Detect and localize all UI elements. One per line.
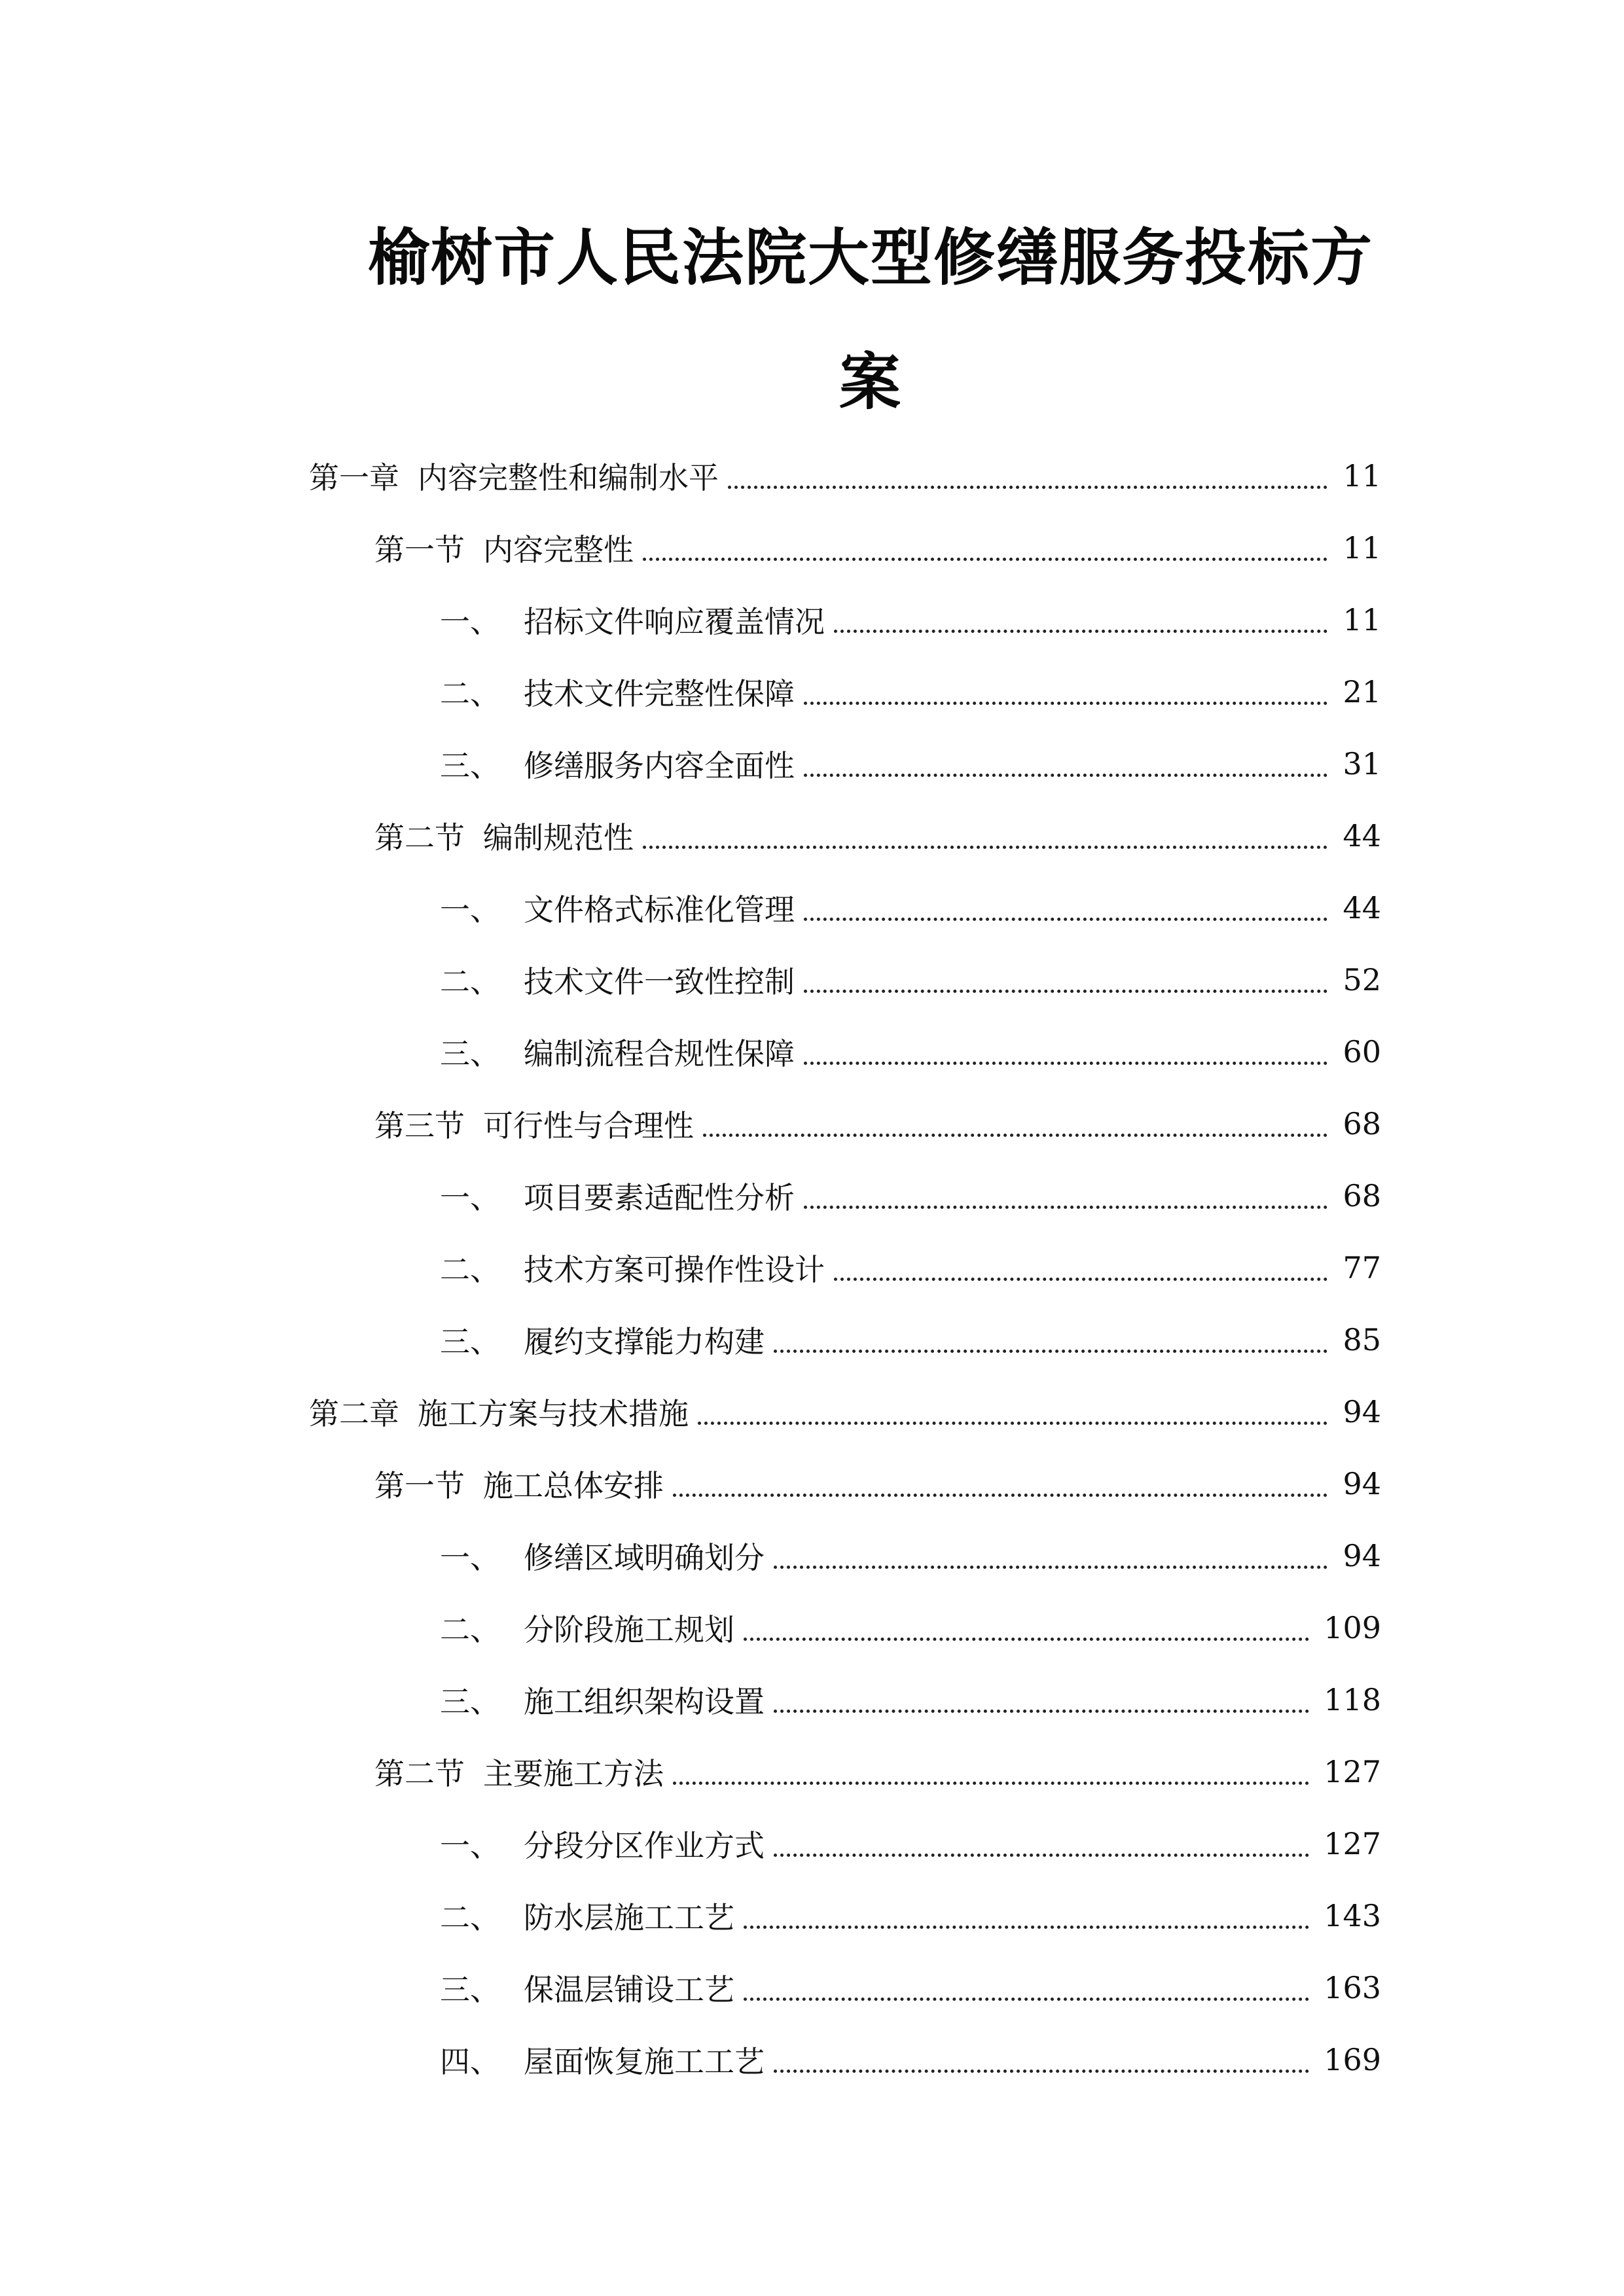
toc-chapter-entry[interactable]: [309, 440, 1381, 512]
toc-entry-label: [440, 1678, 765, 1721]
toc-entry-label: [440, 1030, 795, 1073]
toc-entry-label: [440, 1174, 795, 1217]
toc-entry-number: 二、: [440, 1900, 500, 1935]
toc-entry-label: [374, 1462, 664, 1505]
toc-dot-leader: [774, 1679, 1309, 1713]
toc-page-number: 77: [1343, 1250, 1381, 1285]
toc-dot-leader: [774, 1823, 1309, 1857]
toc-entry-number: 第二节: [374, 820, 465, 855]
toc-entry-label: [374, 1102, 694, 1145]
toc-entry-number: 第一节: [374, 1468, 465, 1503]
toc-entry-label: [440, 2038, 765, 2081]
toc-page-number: 68: [1343, 1178, 1381, 1213]
toc-entry-title: 内容完整性: [483, 532, 634, 567]
toc-subsection-entry[interactable]: [309, 2024, 1381, 2096]
toc-dot-leader: [774, 1535, 1327, 1569]
toc-entry-title: 技术方案可操作性设计: [524, 1252, 825, 1287]
toc-entry-number: 三、: [440, 1036, 500, 1071]
toc-entry-title: 防水层施工工艺: [524, 1900, 734, 1935]
toc-dot-leader: [804, 888, 1327, 921]
toc-subsection-entry[interactable]: [309, 728, 1381, 800]
toc-page-number: 94: [1343, 1394, 1381, 1429]
toc-dot-leader: [744, 1967, 1309, 2001]
toc-entry-title: 招标文件响应覆盖情况: [524, 604, 825, 639]
toc-page-number: 109: [1324, 1610, 1381, 1645]
toc-subsection-entry[interactable]: [309, 1664, 1381, 1736]
toc-subsection-entry[interactable]: [309, 1520, 1381, 1592]
toc-dot-leader: [673, 1751, 1309, 1785]
toc-entry-number: 二、: [440, 964, 500, 999]
toc-entry-number: 二、: [440, 676, 500, 711]
toc-subsection-entry[interactable]: [309, 1952, 1381, 2024]
toc-entry-number: 一、: [440, 1180, 500, 1215]
toc-entry-label: [440, 1318, 765, 1361]
toc-page-number: 52: [1343, 962, 1381, 997]
toc-section-entry[interactable]: [309, 1736, 1381, 1808]
toc-entry-title: 分段分区作业方式: [524, 1828, 765, 1863]
toc-entry-number: 第二节: [374, 1756, 465, 1791]
toc-entry-label: [440, 1822, 765, 1865]
toc-page-number: 44: [1343, 818, 1381, 853]
toc-entry-title: 修缮区域明确划分: [524, 1540, 765, 1575]
toc-entry-number: 二、: [440, 1612, 500, 1647]
toc-page-number: 143: [1324, 1898, 1381, 1933]
toc-entry-number: 二、: [440, 1252, 500, 1287]
toc-entry-title: 内容完整性和编制水平: [418, 460, 719, 495]
toc-chapter-entry[interactable]: [309, 1376, 1381, 1448]
toc-entry-number: 四、: [440, 2044, 500, 2079]
toc-subsection-entry[interactable]: [309, 1016, 1381, 1088]
toc-page-number: 118: [1324, 1682, 1381, 1717]
toc-entry-title: 可行性与合理性: [483, 1108, 694, 1143]
toc-entry-title: 保温层铺设工艺: [524, 1972, 734, 2007]
toc-dot-leader: [643, 528, 1327, 561]
toc-entry-label: [440, 670, 795, 713]
toc-subsection-entry[interactable]: [309, 1880, 1381, 1952]
toc-entry-number: 第一节: [374, 532, 465, 567]
toc-entry-number: 三、: [440, 1324, 500, 1359]
toc-dot-leader: [728, 456, 1327, 489]
toc-dot-leader: [804, 960, 1327, 993]
toc-entry-number: 一、: [440, 1828, 500, 1863]
toc-subsection-entry[interactable]: [309, 1232, 1381, 1304]
toc-page-number: 163: [1324, 1970, 1381, 2005]
toc-entry-title: 项目要素适配性分析: [524, 1180, 795, 1215]
toc-dot-leader: [643, 816, 1327, 849]
toc-subsection-entry[interactable]: [309, 1304, 1381, 1376]
toc-page-number: 31: [1343, 746, 1381, 781]
toc-entry-number: 三、: [440, 1684, 500, 1719]
toc-section-entry[interactable]: [309, 1088, 1381, 1160]
toc-entry-label: [309, 454, 719, 497]
title-line-2: 案: [839, 347, 902, 418]
toc-dot-leader: [744, 1607, 1309, 1641]
toc-section-entry[interactable]: [309, 512, 1381, 584]
toc-entry-title: 施工方案与技术措施: [418, 1396, 689, 1431]
toc-entry-title: 编制规范性: [483, 820, 634, 855]
toc-entry-label: [374, 1750, 664, 1793]
toc-entry-title: 分阶段施工规划: [524, 1612, 734, 1647]
toc-entry-number: 第三节: [374, 1108, 465, 1143]
toc-entry-title: 技术文件一致性控制: [524, 964, 795, 999]
toc-page-number: 11: [1343, 530, 1381, 565]
toc-entry-title: 编制流程合规性保障: [524, 1036, 795, 1071]
toc-dot-leader: [673, 1463, 1327, 1497]
toc-dot-leader: [834, 600, 1327, 633]
toc-page-number: 127: [1324, 1754, 1381, 1789]
toc-entry-title: 技术文件完整性保障: [524, 676, 795, 711]
toc-dot-leader: [804, 744, 1327, 777]
toc-page-number: 11: [1343, 602, 1381, 637]
toc-entry-label: [440, 1966, 734, 2009]
toc-entry-title: 施工总体安排: [483, 1468, 664, 1503]
toc-subsection-entry[interactable]: [309, 1160, 1381, 1232]
toc-page-number: 94: [1343, 1466, 1381, 1501]
toc-entry-label: [440, 1246, 825, 1289]
toc-page-number: 169: [1324, 2042, 1381, 2077]
toc-dot-leader: [698, 1391, 1327, 1425]
table-of-contents: [309, 440, 1381, 2096]
toc-entry-number: 三、: [440, 1972, 500, 2007]
toc-subsection-entry[interactable]: [309, 656, 1381, 728]
toc-subsection-entry[interactable]: [309, 872, 1381, 944]
toc-page-number: 11: [1343, 458, 1381, 493]
toc-entry-label: [309, 1390, 689, 1433]
toc-entry-label: [374, 814, 634, 857]
toc-entry-number: 三、: [440, 748, 500, 783]
toc-page-number: 68: [1343, 1106, 1381, 1141]
toc-entry-title: 履约支撑能力构建: [524, 1324, 765, 1359]
toc-entry-number: 一、: [440, 604, 500, 639]
toc-dot-leader: [744, 1895, 1309, 1929]
toc-section-entry[interactable]: [309, 800, 1381, 872]
toc-entry-label: [440, 742, 795, 785]
document-title: [367, 196, 1375, 445]
toc-entry-title: 施工组织架构设置: [524, 1684, 765, 1719]
toc-entry-label: [440, 1534, 765, 1577]
toc-entry-label: [440, 598, 825, 641]
toc-dot-leader: [774, 2039, 1309, 2073]
toc-subsection-entry[interactable]: [309, 944, 1381, 1016]
toc-entry-title: 屋面恢复施工工艺: [524, 2044, 765, 2079]
toc-page-number: 127: [1324, 1826, 1381, 1861]
toc-page-number: 21: [1343, 674, 1381, 709]
toc-entry-label: [440, 1894, 734, 1937]
toc-dot-leader: [804, 672, 1327, 705]
toc-page-number: 44: [1343, 890, 1381, 925]
toc-entry-number: 一、: [440, 1540, 500, 1575]
toc-dot-leader: [804, 1031, 1327, 1065]
toc-dot-leader: [703, 1103, 1327, 1137]
toc-section-entry[interactable]: [309, 1448, 1381, 1520]
toc-entry-number: 一、: [440, 892, 500, 927]
toc-entry-title: 主要施工方法: [483, 1756, 664, 1791]
toc-entry-label: [440, 958, 795, 1001]
toc-page-number: 60: [1343, 1034, 1381, 1069]
toc-entry-label: [440, 1606, 734, 1649]
toc-entry-title: 文件格式标准化管理: [524, 892, 795, 927]
toc-dot-leader: [804, 1175, 1327, 1209]
toc-page-number: 85: [1343, 1322, 1381, 1357]
toc-entry-label: [440, 886, 795, 929]
toc-entry-number: 第一章: [309, 460, 399, 495]
toc-entry-label: [374, 526, 634, 569]
toc-page-number: 94: [1343, 1538, 1381, 1573]
toc-subsection-entry[interactable]: [309, 1592, 1381, 1664]
title-line-1: 榆树市人民法院大型修缮服务投标方: [367, 223, 1373, 294]
toc-dot-leader: [774, 1319, 1327, 1353]
toc-subsection-entry[interactable]: [309, 584, 1381, 656]
toc-entry-title: 修缮服务内容全面性: [524, 748, 795, 783]
toc-subsection-entry[interactable]: [309, 1808, 1381, 1880]
toc-entry-number: 第二章: [309, 1396, 399, 1431]
toc-dot-leader: [834, 1247, 1327, 1281]
